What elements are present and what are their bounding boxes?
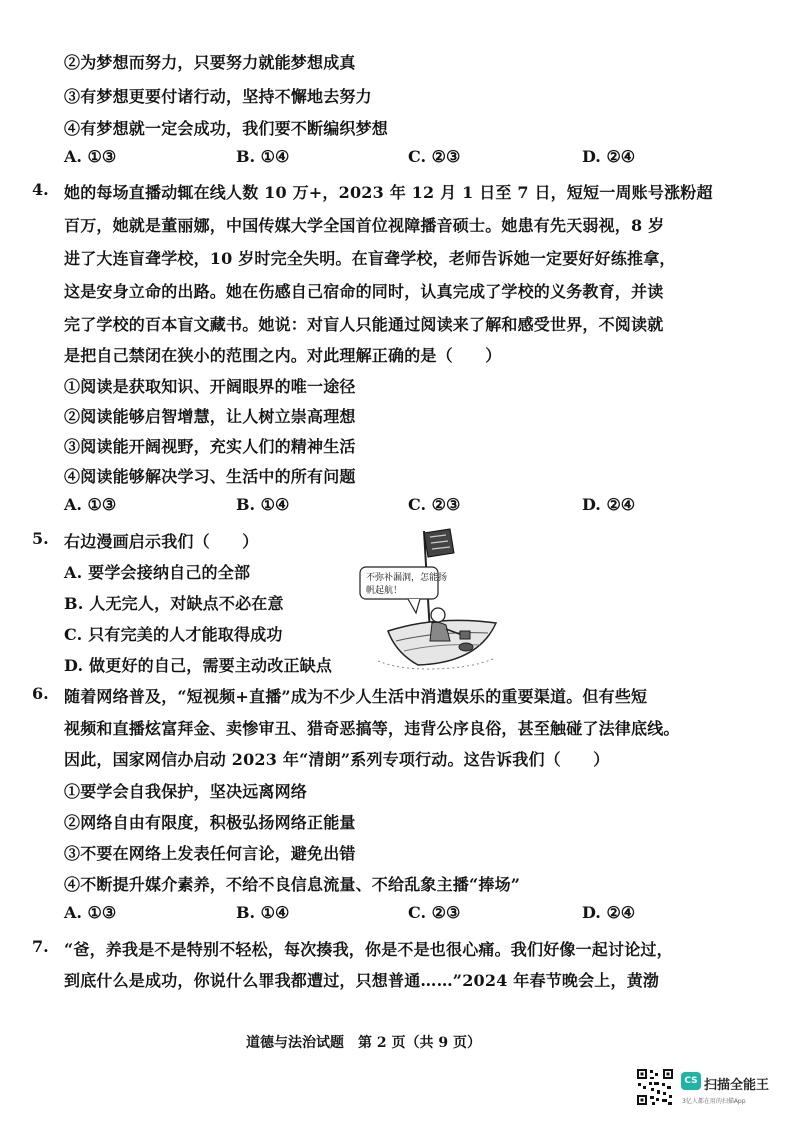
flag [424, 529, 454, 557]
q4-option-4: ④阅读能够解决学习、生活中的所有问题 [64, 467, 356, 486]
q4-stem-line: 百万，她就是董丽娜，中国传媒大学全国首位视障播音硕士。她患有先天弱视，8 岁 [64, 216, 665, 235]
q6-stem-line: 视频和直播炫富拜金、卖惨审丑、猎奇恶搞等，违背公序良俗，甚至触碰了法律底线。 [64, 719, 680, 738]
q4-choice-a: A. ①③ [64, 495, 117, 514]
scanner-title: 扫描全能王 [704, 1078, 770, 1093]
q6-choice-a: A. ①③ [64, 903, 117, 922]
q6-choice-c: C. ②③ [408, 903, 461, 922]
q4-option-1: ①阅读是获取知识、开阔眼界的唯一途径 [64, 377, 356, 396]
q3-option-2: ②为梦想而努力，只要努力就能梦想成真 [64, 53, 356, 72]
q3-choice-b: B. ①④ [236, 147, 290, 166]
person-head [431, 608, 445, 622]
q4-option-3: ③阅读能开阔视野，充实人们的精神生活 [64, 437, 356, 456]
q6-stem-line: 因此，国家网信办启动 2023 年“清朗”系列专项行动。这告诉我们（ ） [64, 750, 610, 769]
scanner-watermark [636, 1066, 786, 1112]
q5-option-c: C. 只有完美的人才能取得成功 [64, 625, 283, 644]
q4-stem-line: 她的每场直播动辄在线人数 10 万+，2023 年 12 月 1 日至 7 日，短短一周账号涨粉超 [64, 183, 713, 202]
q6-option-3: ③不要在网络上发表任何言论，避免出错 [64, 844, 356, 863]
q4-stem-line: 进了大连盲聋学校，10 岁时完全失明。在盲聋学校，老师告诉她一定要好好练推拿， [64, 249, 676, 268]
q4-stem-line: 这是安身立命的出路。她在伤感自己宿命的同时，认真完成了学校的义务教育，并读 [64, 282, 664, 301]
q4-choice-c: C. ②③ [408, 495, 461, 514]
q6-option-4: ④不断提升媒介素养，不给不良信息流量、不给乱象主播“捧场” [64, 875, 521, 894]
q6-option-1: ①要学会自我保护，坚决远离网络 [64, 782, 308, 801]
q6-stem-line: 随着网络普及，“短视频+直播”成为不少人生活中消遣娱乐的重要渠道。但有些短 [64, 687, 648, 706]
q6-choice-b: B. ①④ [236, 903, 290, 922]
qr-code-icon [636, 1068, 674, 1106]
q5-stem: 右边漫画启示我们（ ） [64, 532, 259, 551]
q3-choice-c: C. ②③ [408, 147, 461, 166]
q6-choice-d: D. ②④ [582, 903, 636, 922]
q3-choice-d: D. ②④ [582, 147, 636, 166]
speech-bubble-line: 不弥补漏洞，怎能扬 [366, 573, 448, 583]
q5-option-a: A. 要学会接纳自己的全部 [64, 563, 251, 582]
q5-option-d: D. 做更好的自己，需要主动改正缺点 [64, 656, 333, 675]
camscanner-logo-icon: CS [681, 1072, 701, 1090]
scanner-subtitle: 3亿人都在用的扫描App [682, 1098, 746, 1105]
q3-option-3: ③有梦想更要付诸行动，坚持不懈地去努力 [64, 87, 372, 106]
speech-bubble-line: 帆起航！ [366, 586, 403, 596]
q3-option-4: ④有梦想就一定会成功，我们要不断编织梦想 [64, 119, 389, 138]
q4-choice-b: B. ①④ [236, 495, 290, 514]
q7-stem-line: 到底什么是成功，你说什么罪我都遭过，只想普通……”2024 年春节晚会上，黄渤 [64, 971, 660, 990]
q4-stem-line: 完了学校的百本盲文藏书。她说：对盲人只能通过阅读来了解和感受世界，不阅读就 [64, 315, 664, 334]
q7-number: 7. [32, 937, 49, 956]
page-footer: 道德与法治试题 第 2 页（共 9 页） [246, 1035, 481, 1051]
q5-option-b: B. 人无完人，对缺点不必在意 [64, 594, 284, 613]
q6-option-2: ②网络自由有限度，积极弘扬网络正能量 [64, 813, 356, 832]
q4-choice-d: D. ②④ [582, 495, 636, 514]
q4-option-2: ②阅读能够启智增慧，让人树立崇高理想 [64, 407, 356, 426]
q6-number: 6. [32, 684, 49, 703]
q5-number: 5. [32, 529, 49, 548]
cartoon-illustration [338, 523, 498, 673]
q7-stem-line: “爸，养我是不是特别不轻松，每次揍我，你是不是也很心痛。我们好像一起讨论过， [64, 940, 673, 959]
q3-choice-a: A. ①③ [64, 147, 117, 166]
q4-stem-line: 是把自己禁闭在狭小的范围之内。对此理解正确的是（ ） [64, 346, 502, 365]
q4-number: 4. [32, 180, 49, 199]
